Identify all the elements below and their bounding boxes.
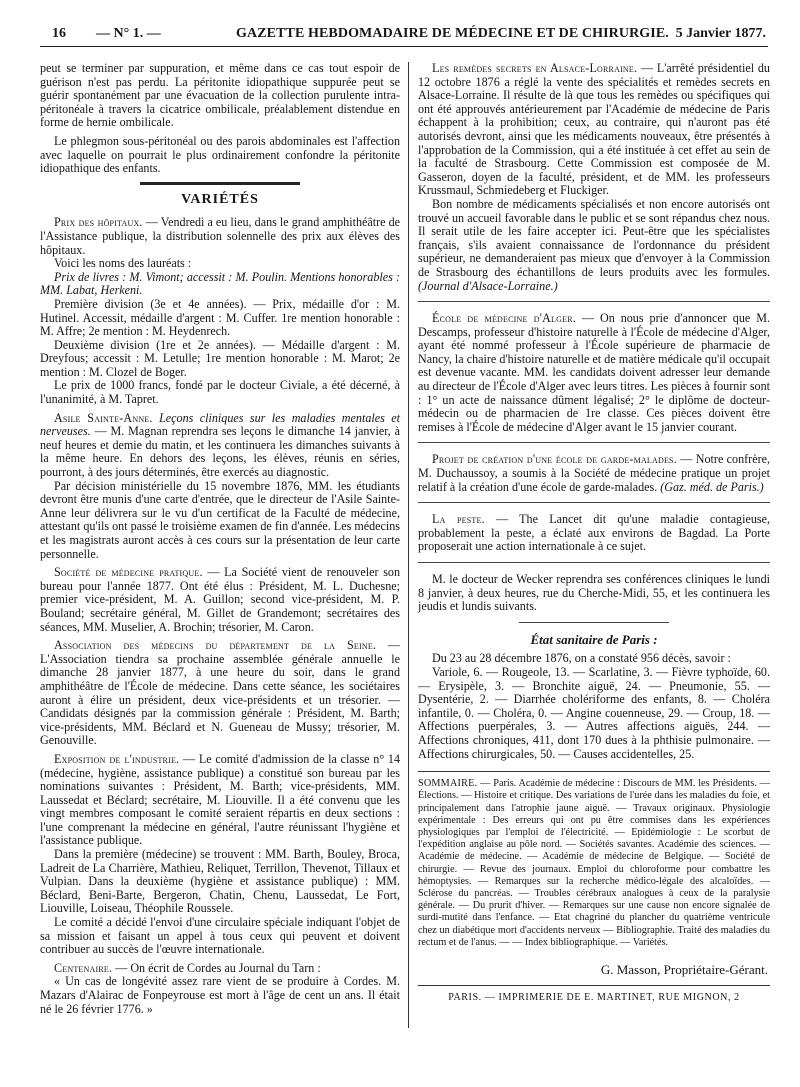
article-remedes-secrets (418, 62, 770, 198)
article-head: Prix des hôpitaux. (54, 215, 143, 230)
paragraph-centenaire-quote: « Un cas de longévité assez rare vient de se produire à Cordes. M. Mazars d'Alairac de Fonpeyrouse est mort à l'âge de cent un ans. Il était né le 26 février 1776. » (40, 974, 400, 1016)
article-text: — On écrit de Cordes au Journal du Tarn : (112, 960, 321, 975)
article-source: (Gaz. méd. de Paris.) (660, 479, 764, 494)
article-asile-sainte-anne (40, 412, 400, 480)
paragraph-etat-list: Variole, 6. — Rougeole, 13. — Scarlatine, 3. — Fièvre typhoïde, 60. — Erysipèle, 3. — Bronchite aiguë, 24. — Pneumonie, 55. — Dysentérie, 2. — Diarrhée cholériforme des enfants, 8. — Choléra infantile, 0. — Choléra, 0. — Angine couenneuse, 29. — Croup, 18. — Affections puerpérales, 3. — Autres affections aiguës, 244. — Affections chroniques, 411, dont 170 dues à la phthisie pulmonaire. — Affections chirurgicales, 50. — Causes accidentelles, 25. (418, 664, 770, 761)
paragraph-voici: Voici les noms des lauréats : (54, 256, 192, 271)
paragraph-exposition-sections: Dans la première (médecine) se trouvent : MM. Barth, Bouley, Broca, Ladreit de La Charrière, Mathieu, Reliquet, Terrillon, Thevenot, Tillaux et Vulpian. Dans la deuxième (hygiène et assistance publique) : MM. Béclard, Beni-Barte, Bergeron, Chatin, Chenu, Laussedat, Le Fort, Liouville, Loiseau, Théophile Roussele. (40, 847, 400, 916)
article-head: Projet de création d'une école de garde-malades. (432, 452, 677, 467)
article-la-peste (418, 513, 770, 554)
paragraph-text: Bon nombre de médicaments spécialisés et non encore autorisés ont trouvé un accueil favorable dans le public et se sont répandus chez nous. Il serait utile de les faire accepter ici. Peut-être que les spécialistes français, s'ils avaient connaissance de l'ordonnance du président supérieur, ne demanderaient pas mieux que d'envoyer à la Commission de Strasbourg des échantillons de leurs produits avec les formules. (418, 196, 770, 279)
article-text: — The Lancet dit qu'une maladie contagieuse, probablement la peste, a éclaté aux environs de Bagdad. La Porte proposerait une action internationale à ce sujet. (418, 512, 770, 554)
article-societe-medecine-pratique (40, 566, 400, 634)
journal-title: GAZETTE HEBDOMADAIRE DE MÉDECINE ET DE CHIRURGIE. (236, 26, 669, 41)
left-column (40, 62, 400, 1021)
page-header (40, 25, 768, 45)
paragraph-peritonite-end: peut se terminer par suppuration, et même dans ce cas tout espoir de guérison n'est pas perdu. La péritonite idiopathique suppurée peut se guérir spontanément par une évacuation de la collection purulente intra-péritonéale à travers la cicatrice ombilicale, préalablement distendue en forme de hernie ombilicale. (40, 61, 400, 130)
article-source: (Journal d'Alsace-Lorraine.) (418, 278, 558, 293)
paragraph-etat-intro: Du 23 au 28 décembre 1876, on a constaté 956 décès, savoir : (432, 651, 731, 666)
issue-number: — N° 1. — (96, 26, 161, 41)
section-separator (418, 442, 770, 443)
paragraph-phlegmon: Le phlegmon sous-péritonéal ou des parois abdominales est l'affection avec laquelle on pourrait le plus ordinairement confondre la péritonite idiopathique des enfants. (40, 133, 400, 176)
issue-date: 5 Janvier 1877. (675, 26, 766, 41)
paragraph-remedes-specialites (418, 198, 770, 293)
article-head: Les remèdes secrets en Alsace-Lorraine. (432, 61, 638, 75)
section-separator (418, 562, 770, 563)
section-separator (140, 182, 300, 185)
article-text: — Vendredi a eu lieu, dans le grand amphithéâtre de l'Assistance publique, la distribution solennelle des prix aux élèves des hôpitaux. (40, 215, 400, 257)
header-rule (40, 46, 768, 47)
article-head: Société de médecine pratique. (54, 565, 203, 580)
article-head: Centenaire. (54, 960, 113, 975)
article-text: — M. Magnan reprendra ses leçons le dimanche 14 janvier, à neuf heures et demie du matin, et les continuera les dimanches suivants à la même heure. En dehors des leçons, les élèves, réunis en séries, pourront, à des jours déterminés, être exercés au diagnostic. (40, 424, 400, 480)
article-text: — La Société vient de renouveler son bureau pour l'année 1877. Ont été élus : Président, M. L. Duchesne; premier vice-président, M. A. Guillon; second vice-président, M. P. Bouland; secrétaire général, M. Gillet de Grandemont; secrétaires des séances, MM. Muselier, A. Brochin; trésorier, M. Caron. (40, 565, 400, 634)
sommaire-head: SOMMAIRE. (418, 778, 478, 790)
etat-sanitaire-heading: État sanitaire de Paris : (530, 631, 658, 647)
article-text: — On nous prie d'annoncer que M. Descamps, professeur d'histoire naturelle à l'École de médecine d'Alger, ayant été nommé professeur à l'École supérieure de pharmacie de Nancy, la chaire d'histoire naturelle et de matière médicale qu'il occupait est devenue vacante. MM. les candidats doivent adresser leur demande au directeur de l'École d'Alger avec leurs titres. Les pièces à fournir sont : 1° un acte de naissance dûment légalisé; 2° le diplôme de docteur-médecin ou de pharmacien de 1re classe. Ces pièces doivent être remises à l'École de médecine d'Alger avant le 15 janvier courant. (418, 311, 770, 434)
sommaire-block (418, 771, 770, 949)
right-column (418, 62, 770, 1004)
paragraph-premiere-division: Première division (3e et 4e années). — Prix, médaille d'or : M. Hutinel. Accessit, médaille d'argent : M. Cuffer. 1re mention honorable : M. Affre; 2e mention : M. Heydenrech. (40, 296, 400, 339)
varietes-heading: VARIÉTÉS (181, 191, 259, 207)
article-head: La peste. (432, 512, 485, 527)
publisher-signature: G. Masson, Propriétaire-Gérant. (600, 961, 768, 977)
article-head: Association des médecins du département de la Seine. (54, 638, 377, 653)
sommaire-text: — Paris. Académie de médecine : Discours de MM. les Présidents. — Élections. — Histoire et critique. Des variations de l'urée dans les maladies du foie, et principalement dans l'atrophie jaune aiguë. — Travaux originaux. Physiologie expérimentale : Des erreurs qui ont pu être commises dans les expériences physiologiques par l'emploi de l'électricité. — Epidémiologie : Le scorbut de l'expédition anglaise au pôle nord. — Sociétés savantes. Académie des sciences. — Académie de médecine. — Académie de médecine de Belgique. — Société de chirurgie. — Revue des journaux. Emploi du chloroforme pour combattre les hémoptysies. — Remarques sur la recherche médico-légale des alcaloïdes. — Sclérose du pancréas. — Troubles cérébraux analogues à ceux de la paralysie générale. — Du prurit d'hiver. — Remarques sur une cause non encore signalée de surdi-mutité dans l'enfance. — Etat chagriné du plancher du quatrième ventricule chez un diabétique mort d'accidents nerveux — Bibliographie. Traité des maladies du rectum et de l'anus. — — Index bibliographique. — Variétés. (418, 778, 770, 948)
paragraph-asile-decision: Par décision ministérielle du 15 novembre 1876, MM. les étudiants devront être munis d'une carte d'entrée, que le directeur de l'Asile Sainte-Anne leur délivrera sur le vu d'un certificat de la Faculté de médecine, attestant qu'ils ont passé le troisième examen de fin d'année. Les médecins et les magistrats auront accès à ces cours sur la présentation de leur carte personnelle. (40, 478, 400, 561)
article-text: — L'arrêté présidentiel du 12 octobre 1876 a réglé la vente des spécialités et remèdes secrets en Alsace-Lorraine. Il résulte de là que tous les remèdes ou spécifiques qui ont été approuvés antérieurement par l'Académie de médecine de Paris échappent à la prohibition; ceux, au contraire, qui n'auront pas été autorisés devront, ainsi que les médicaments nouveaux, être présentés à l'approbation de la Commission, qui a été instituée à cet effet au sein de la faculté de Strasbourg. Cette Commission est composée de M. Gasseron, doyen de la faculté, président, et de MM. les professeurs Krussmaul, Schmiedeberg et Fluckiger. (418, 61, 770, 198)
article-head: Exposition de l'industrie. (54, 751, 180, 766)
paragraph-prix-livres: Prix de livres : M. Vimont; accessit : M. Poulin. Mentions honorables : MM. Labat, Herkeni. (40, 269, 400, 298)
section-separator (418, 502, 770, 503)
page-number: 16 (52, 26, 66, 41)
article-text: — L'Association tiendra sa prochaine assemblée générale annuelle le dimanche 28 janvier 1877, à une heure du soir, dans le grand amphithéâtre de l'École de médecine. Dans cette séance, les sociétaires auront à élire un président, deux vice-présidents et un trésorier. — Candidats désignés par la commission générale : Président, M. Barth; vice-présidents, MM. Béclard et N. Gueneau de Mussy; trésorier, M. Genouville. (40, 638, 400, 748)
article-exposition-industrie (40, 753, 400, 848)
article-prix-hopitaux (40, 216, 400, 257)
section-separator (418, 301, 770, 302)
paragraph-wecker: M. le docteur de Wecker reprendra ses conférences cliniques le lundi 8 janvier, à deux heures, rue du Cherche-Midi, 55, et les continuera les jeudis et lundis suivants. (418, 572, 770, 614)
paragraph-exposition-circulaire: Le comité a décidé l'envoi d'une circulaire spéciale indiquant l'objet de sa mission et faisant un appel à tous ceux qui peuvent et doivent contribuer au succès de l'œuvre internationale. (40, 915, 400, 957)
paragraph-prix-civiale: Le prix de 1000 francs, fondé par le docteur Civiale, a été décerné, à l'unanimité, à M. Tapret. (40, 378, 400, 407)
article-text: — Le comité d'admission de la classe n° 14 (médecine, hygiène, assistance publique) a constitué son bureau par les nominations suivantes : Président, M. Barth; vice-présidents, MM. Laussedat et Béclard; secrétaire, M. Liouville. Il a été convenu que les vingt membres composant le comité seraient répartis en deux sections : l'une comprenant la médecine en général, l'autre réunissant l'hygiène et l'assistance publique. (40, 751, 400, 848)
column-divider (408, 62, 409, 1028)
article-ecole-alger (418, 312, 770, 434)
article-head: Asile Sainte-Anne. (54, 410, 153, 425)
article-garde-malades (418, 453, 770, 494)
article-association-medecins (40, 639, 400, 748)
printer-imprint: PARIS. — IMPRIMERIE DE E. MARTINET, RUE MIGNON, 2 (418, 985, 770, 1005)
article-subtitle: Leçons cliniques sur les maladies mentales et nerveuses. (40, 410, 400, 439)
article-centenaire (40, 962, 400, 976)
section-separator (519, 622, 669, 623)
article-text: — Notre confrère, M. Duchaussoy, a soumis à la Société de médecine pratique un projet relatif à la création d'une école de garde-malades. (418, 452, 770, 494)
paragraph-deuxieme-division: Deuxième division (1re et 2e années). — Médaille d'argent : M. Dreyfous; accessit : M. Letulle; 1re mention honorable : M. Marot; 2e mention : M. Clozel de Boger. (40, 337, 400, 379)
article-head: École de médecine d'Alger. (432, 311, 576, 326)
